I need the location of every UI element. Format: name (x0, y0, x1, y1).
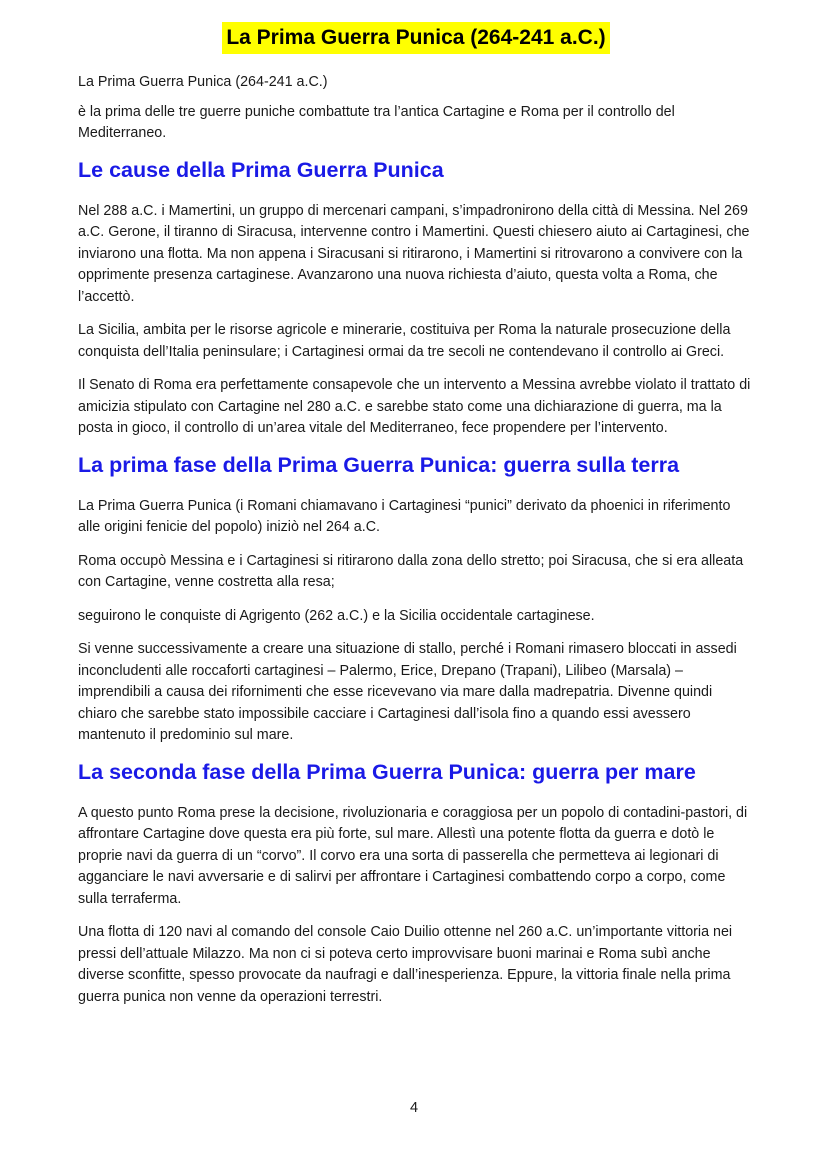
title-container (78, 22, 754, 54)
body-paragraph: Si venne successivamente a creare una situazione di stallo, perché i Romani rimasero bloccati in assedi inconcludenti alle roccaforti cartaginesi – Palermo, Erice, Drepano (Trapani), Lilibeo (Marsala) – imprendibili a causa dei rifornimenti che esse ricevevano via mare dalla madrepatria. Divenne quindi chiaro che sarebbe stato impossibile cacciare i Cartaginesi dall’isola fino a quando essi avessero mantenuto il predominio sul mare. (78, 641, 737, 743)
body-paragraph: La Sicilia, ambita per le risorse agricole e minerarie, costituiva per Roma la naturale prosecuzione della conquista dell’Italia peninsulare; i Cartaginesi ormai da tre secoli ne contendevano il controllo ai Greci. (78, 322, 731, 360)
section-heading-land-war: La prima fase della Prima Guerra Punica: guerra sulla terra (78, 452, 680, 477)
body-paragraph: Roma occupò Messina e i Cartaginesi si ritirarono dalla zona dello stretto; poi Siracusa, che si era alleata con Cartagine, venne costretta alla resa; (78, 552, 744, 590)
body-paragraph: La Prima Guerra Punica (i Romani chiamavano i Cartaginesi “punici” derivato da phoenici in riferimento alle origini fenicie del popolo) iniziò nel 264 a.C. (78, 497, 731, 535)
body-paragraph: Nel 288 a.C. i Mamertini, un gruppo di mercenari campani, s’impadronirono della città di Messina. Nel 269 a.C. Gerone, il tiranno di Siracusa, intervenne contro i Mamertini. Questi chiesero aiuto ai Cartaginesi, che inviarono una flotta. Ma non appena i Siracusani si ritirarono, i Mamertini si ritrovarono a convivere con la opprimente presenza cartaginese. Avanzarono una nuova richiesta d’aiuto, questa volta a Roma, che l’accettò. (78, 202, 750, 305)
section-heading-sea-war: La seconda fase della Prima Guerra Punica: guerra per mare (78, 759, 696, 784)
document-page (78, 22, 754, 1020)
intro-paragraph: La Prima Guerra Punica (264-241 a.C.) (78, 74, 328, 90)
intro-paragraph: è la prima delle tre guerre puniche combattute tra l’antica Cartagine e Roma per il controllo del Mediterraneo. (78, 103, 675, 141)
section-heading-causes: Le cause della Prima Guerra Punica (78, 157, 444, 182)
page-number: 4 (409, 1100, 419, 1116)
body-paragraph: seguirono le conquiste di Agrigento (262 a.C.) e la Sicilia occidentale cartaginese. (78, 607, 595, 624)
body-paragraph: A questo punto Roma prese la decisione, rivoluzionaria e coraggiosa per un popolo di contadini-pastori, di affrontare Cartagine dove questa era più forte, sul mare. Allestì una potente flotta da guerra e dotò le proprie navi da guerra di un “corvo”. Il corvo era una sorta di passerella che permetteva ai legionari di agganciare le navi avversarie e di salirvi per affrontare i Cartaginesi combattendo corpo a corpo, come sulla terraferma. (78, 804, 748, 907)
body-paragraph: Una flotta di 120 navi al comando del console Caio Duilio ottenne nel 260 a.C. un’importante vittoria nei pressi dell’attuale Milazzo. Ma non ci si poteva certo improvvisare buoni marinai e Roma subì anche diverse sconfitte, spesso provocate da naufragi e dall’inesperienza. Eppure, la vittoria finale nella prima guerra punica non venne da operazioni terrestri. (78, 924, 733, 1005)
body-paragraph: Il Senato di Roma era perfettamente consapevole che un intervento a Messina avrebbe violato il trattato di amicizia stipulato con Cartagine nel 280 a.C. e sarebbe stato come una dichiarazione di guerra, ma la posta in gioco, il controllo di un’area vitale del Mediterraneo, fece propendere per l’intervento. (78, 377, 751, 436)
document-title: La Prima Guerra Punica (264-241 a.C.) (222, 22, 609, 54)
